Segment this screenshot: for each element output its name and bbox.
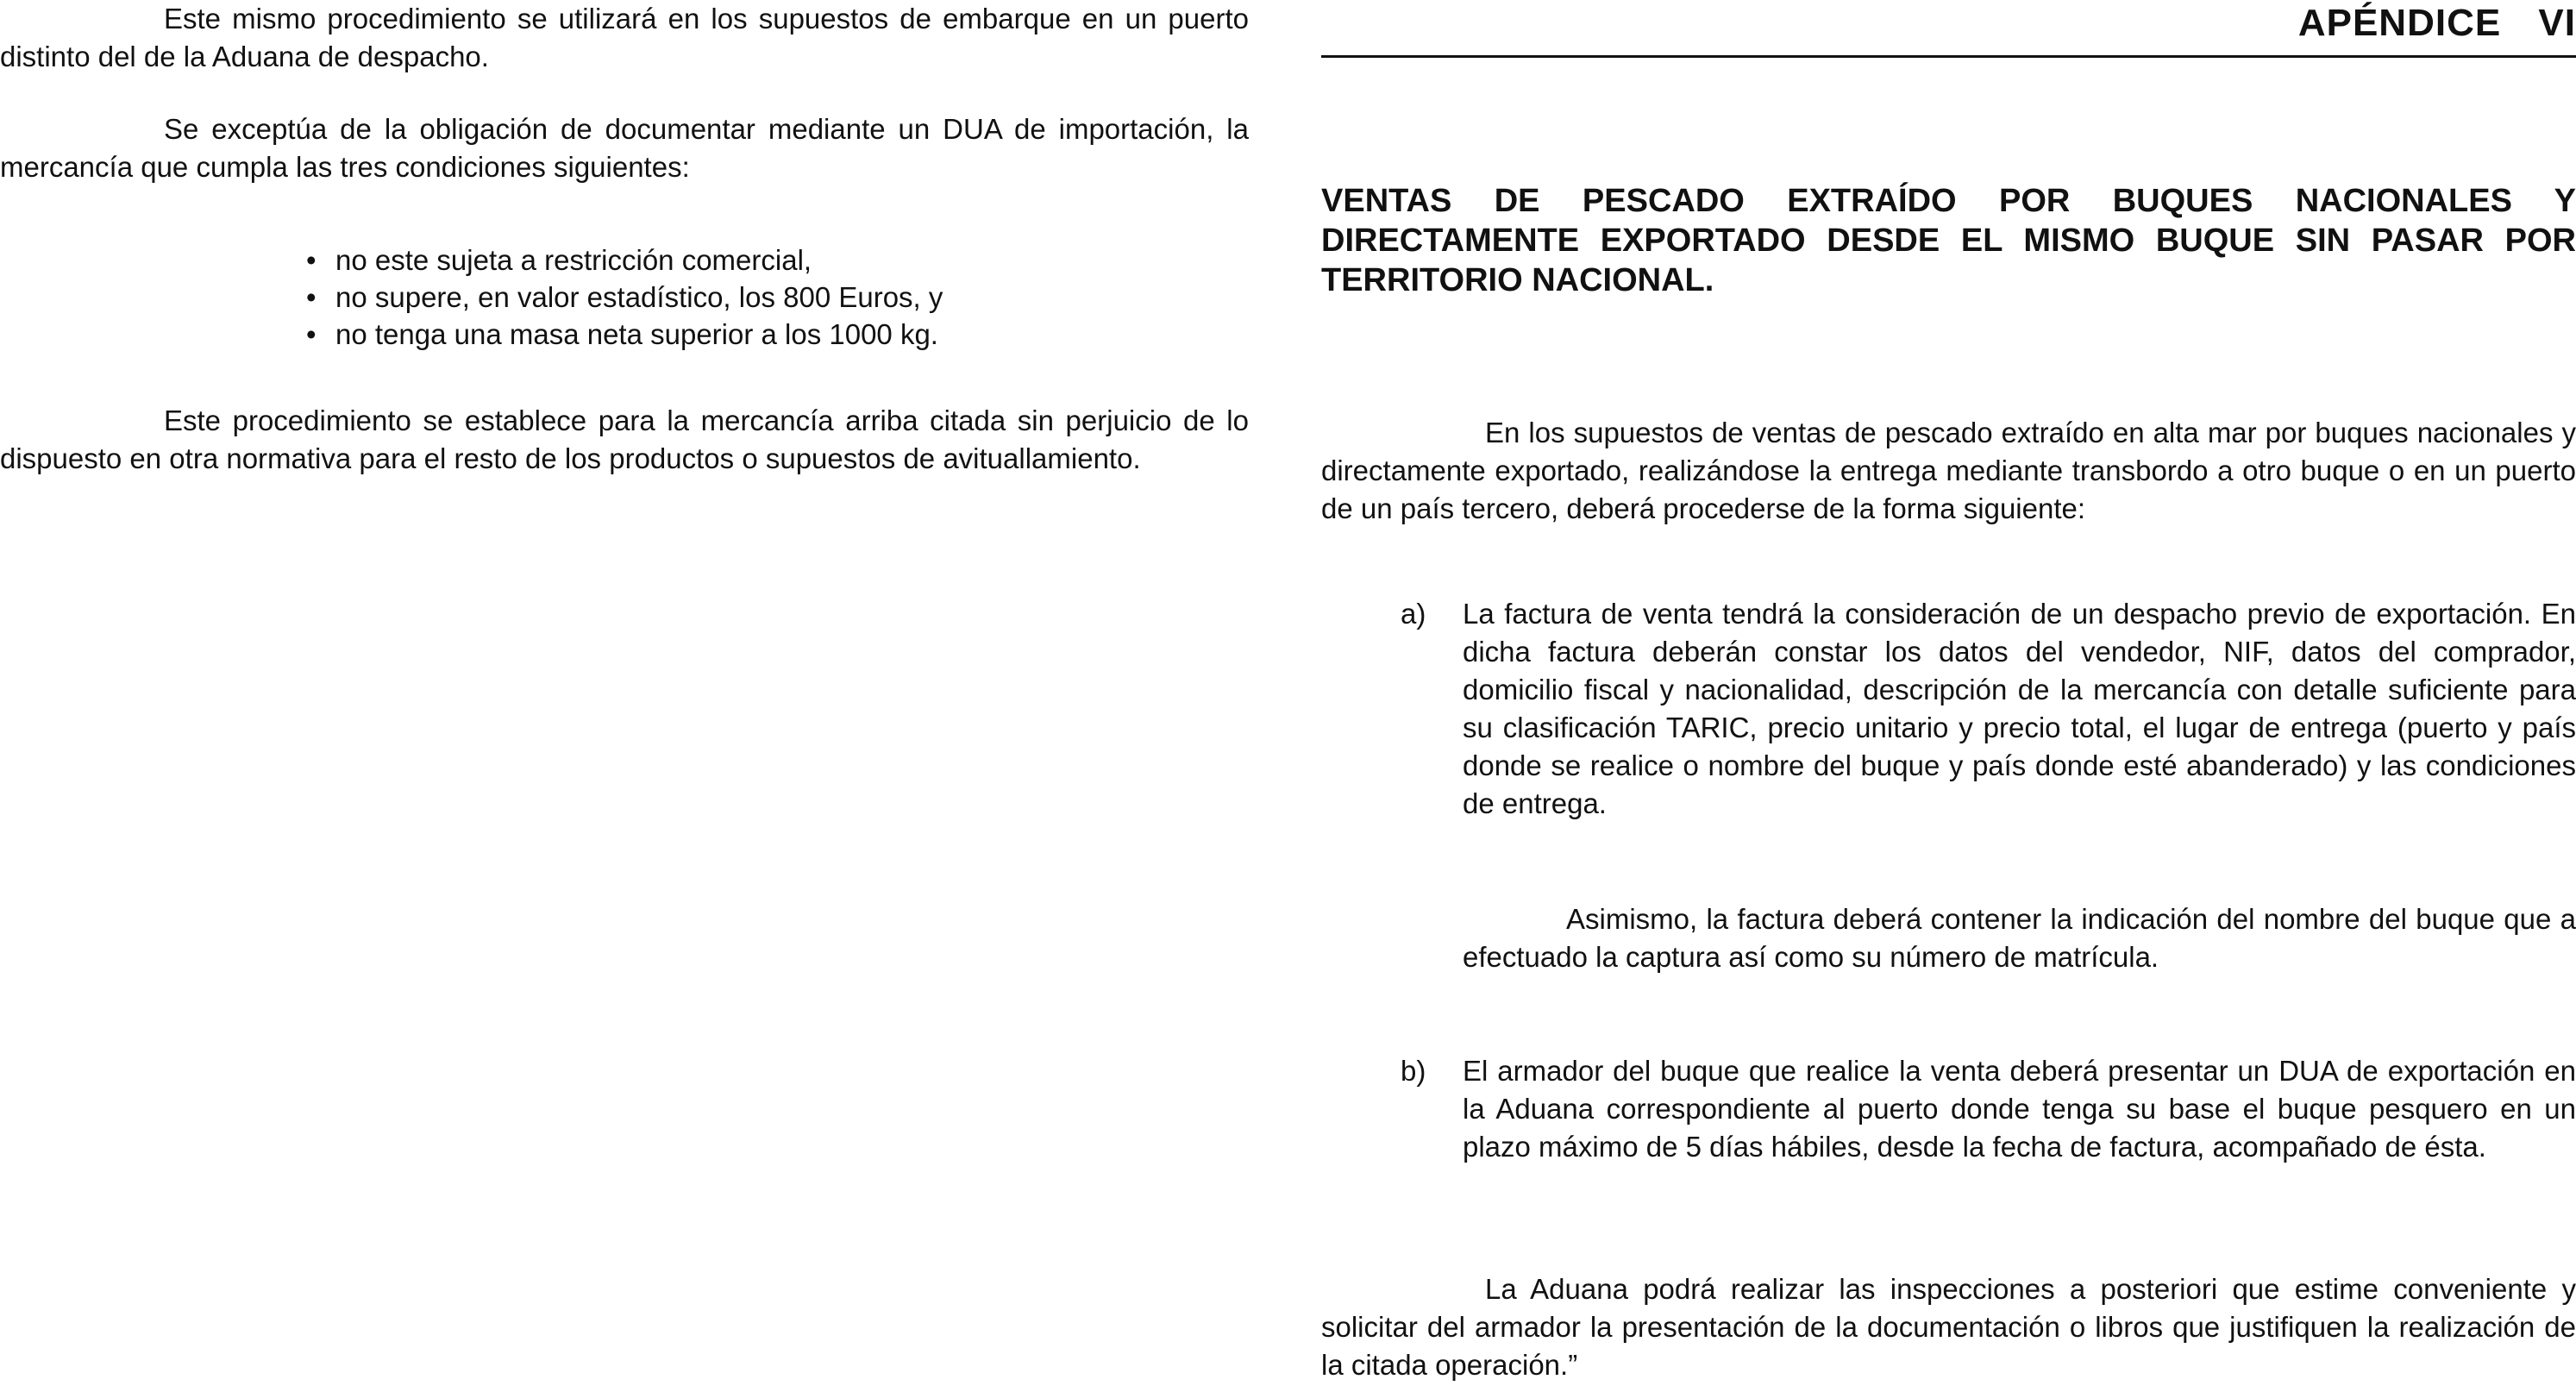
list-item: • no supere, en valor estadístico, los 800 Euros, y [306,279,943,316]
bullet-icon: • [306,244,317,276]
bullet-icon: • [306,281,317,313]
conditions-list [306,241,943,353]
page-header [1321,0,2576,58]
item-a-text-2: Asimismo, la factura deberá contener la indicación del nombre del buque que a efectuado la captura así como su número de matrícula. [1463,903,2576,973]
item-marker: b) [1401,1055,1426,1087]
item-a-text: La factura de venta tendrá la consideración de un despacho previo de exportación. En dicha factura deberán constar los datos del vendedor, NIF, datos del comprador, domicilio fiscal y nacionalidad, descripción de la mercancía con detalle suficiente para su clasificación TARIC, precio unitario y precio total, el lugar de entrega (puerto y país donde se realice o nombre del buque y país donde esté abanderado) y las condiciones de entrega. [1463,598,2576,819]
section-heading: VENTAS DE PESCADO EXTRAÍDO POR BUQUES NACIONALES Y DIRECTAMENTE EXPORTADO DESDE EL MISMO BUQUE SIN PASAR POR TERRITORIO NACIONAL. [1321,183,2576,298]
item-b-text: El armador del buque que realice la venta deberá presentar un DUA de exportación en la Aduana correspondiente al puerto donde tenga su base el buque pesquero en un plazo máximo de 5 días hábiles, desde la fecha de factura, acompañado de ésta. [1463,1055,2576,1163]
list-item: • no este sujeta a restricción comercial, [306,241,943,279]
paragraph-excepcion: Se exceptúa de la obligación de documentar mediante un DUA de importación, la mercancía que cumpla las tres condiciones siguientes: [0,113,1249,183]
paragraph-intro: En los supuestos de ventas de pescado extraído en alta mar por buques nacionales y directamente exportado, realizándose la entrega mediante transbordo a otro buque o en un puerto de un país tercero, deberá procederse de la forma siguiente: [1321,417,2576,524]
paragraph-procedimiento: Este procedimiento se establece para la mercancía arriba citada sin perjuicio de lo dispuesto en otra normativa para el resto de los productos o supuestos de avituallamiento. [0,404,1249,474]
paragraph-embarque: Este mismo procedimiento se utilizará en los supuestos de embarque en un puerto distinto del de la Aduana de despacho. [0,3,1249,72]
page-title: APÉNDICE VI [2297,2,2576,44]
item-marker: a) [1401,598,1426,630]
list-item: • no tenga una masa neta superior a los 1000 kg. [306,316,943,353]
paragraph-closing: La Aduana podrá realizar las inspecciones a posteriori que estime conveniente y solicitar del armador la presentación de la documentación o libros que justifiquen la realización de la citada operación.” [1321,1273,2576,1381]
bullet-icon: • [306,318,317,350]
